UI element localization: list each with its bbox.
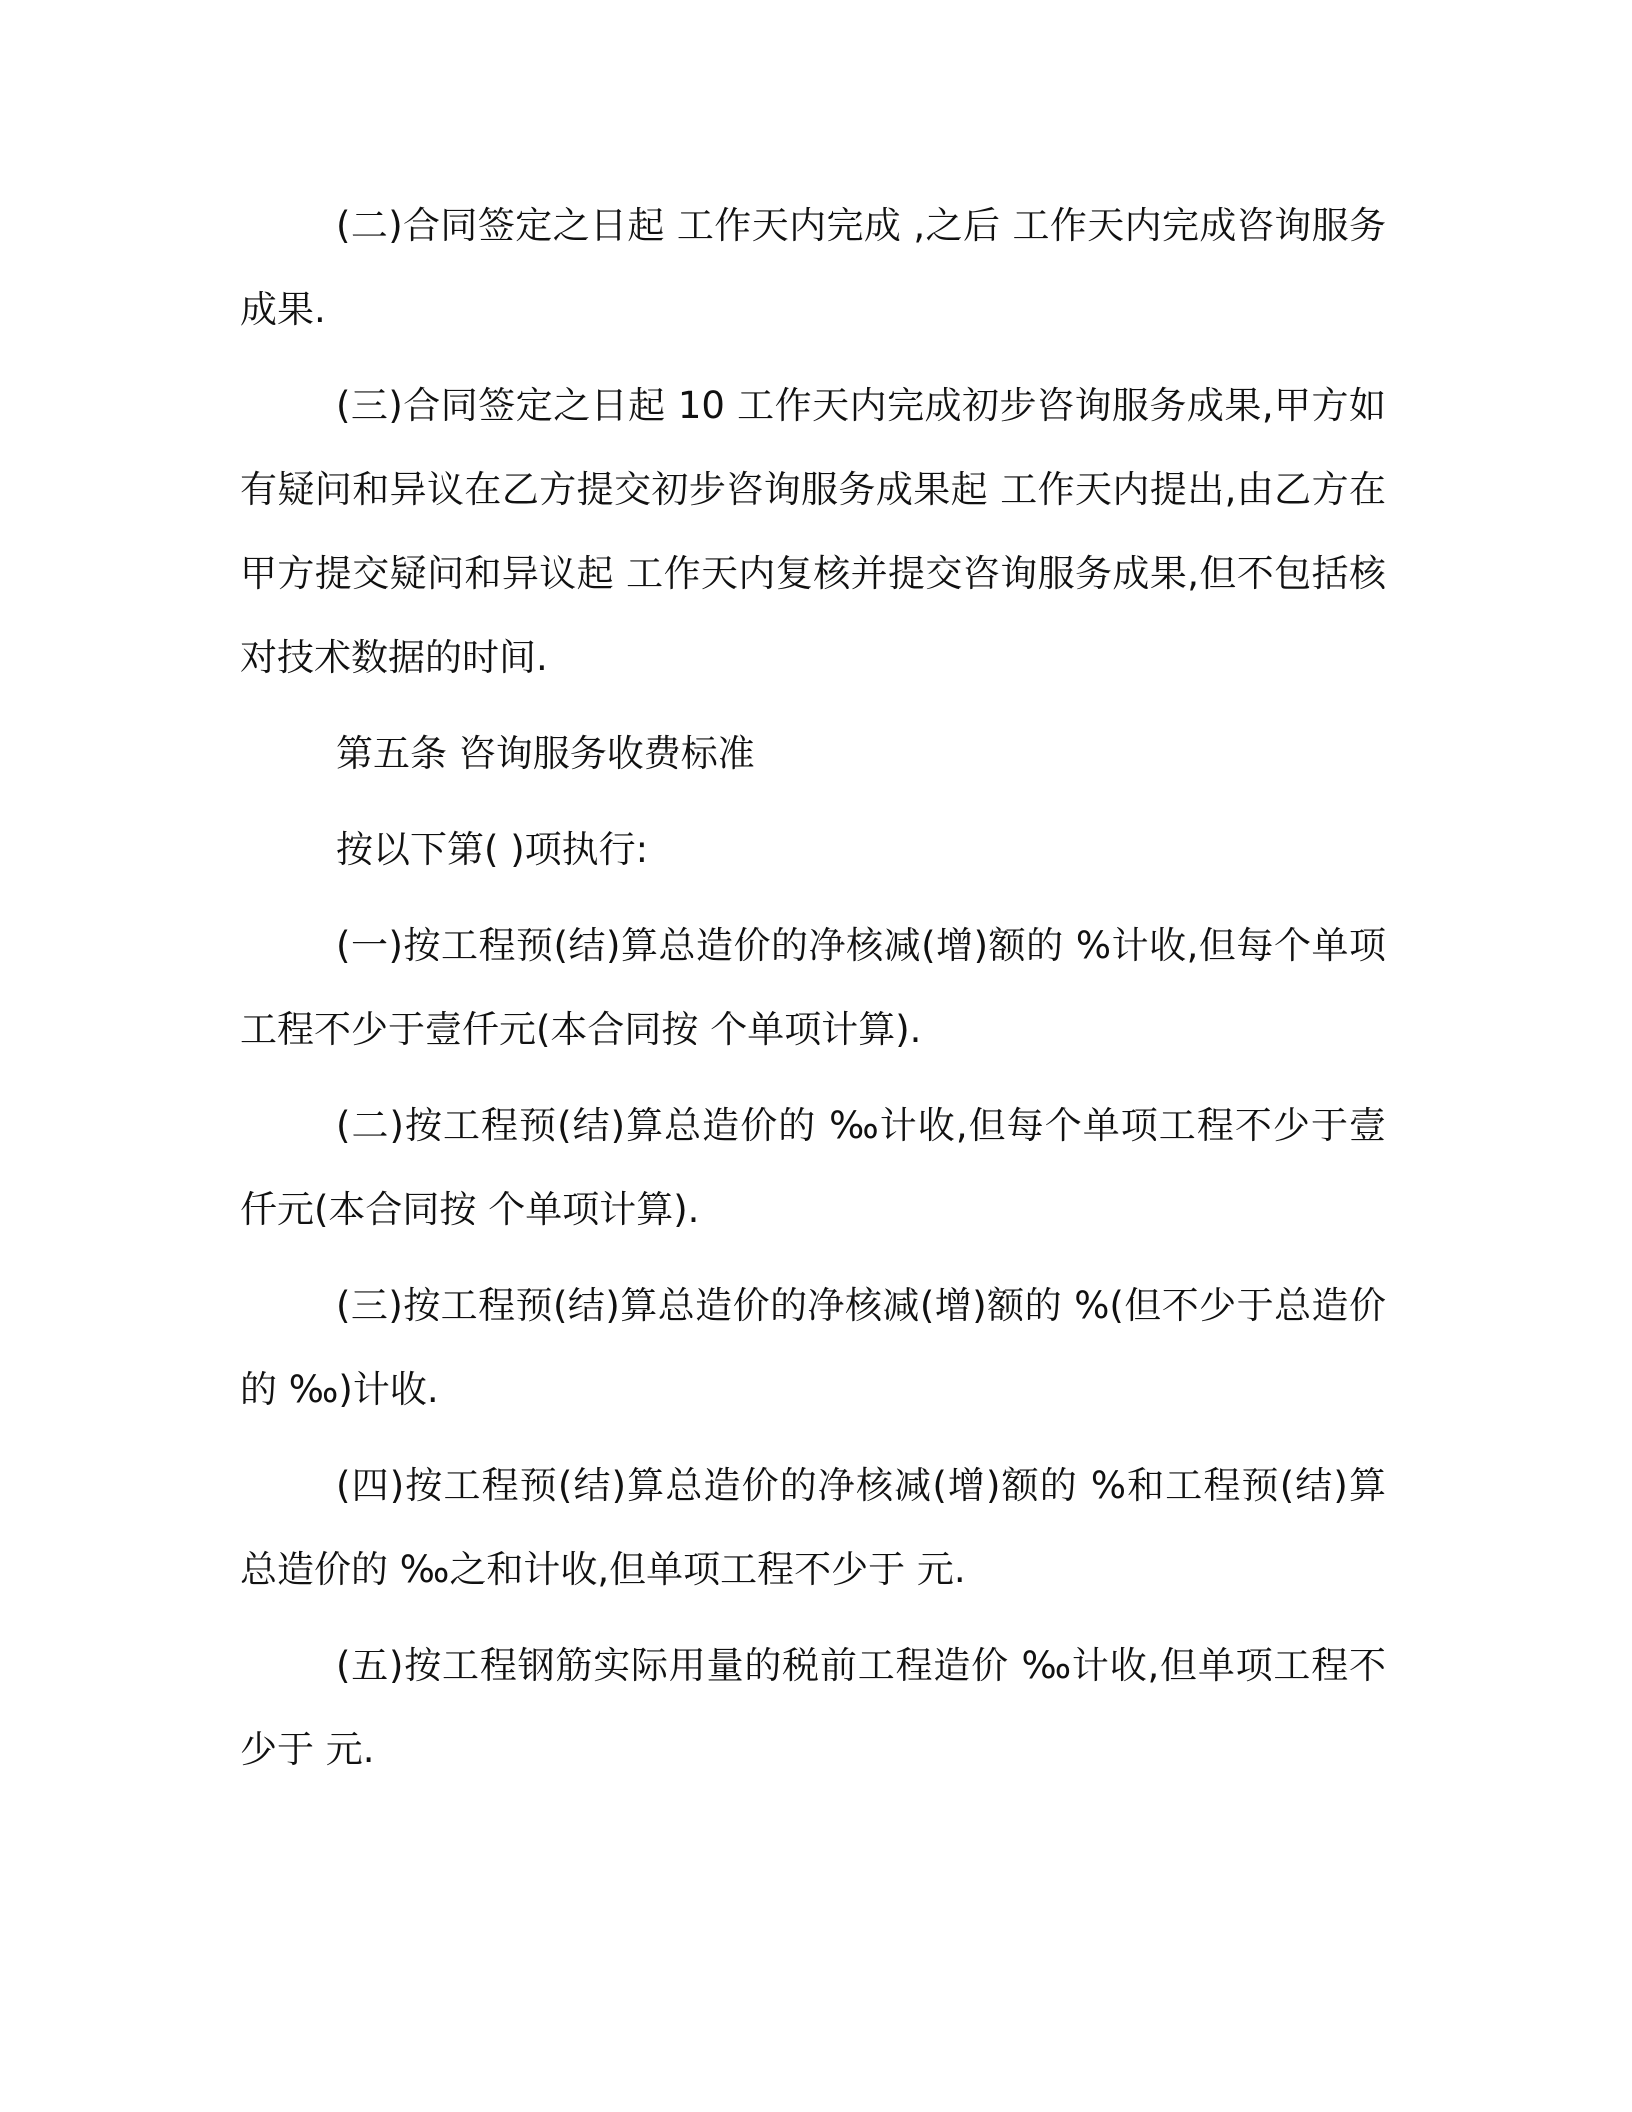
fee-option-4: (四)按工程预(结)算总造价的净核减(增)额的 %和工程预(结)算总造价的 ‰之和计收,但单项工程不少于 元. xyxy=(240,1464,1386,1591)
fee-option-1: (一)按工程预(结)算总造价的净核减(增)额的 %计收,但每个单项工程不少于壹仟元(本合同按 个单项计算). xyxy=(240,924,1386,1051)
fee-option-5: (五)按工程钢筋实际用量的税前工程造价 ‰计收,但单项工程不少于 元. xyxy=(240,1644,1386,1771)
paragraph-completion-period-2: (二)合同签定之日起 工作天内完成 ,之后 工作天内完成咨询服务成果. xyxy=(240,204,1386,331)
paragraph-completion-period-3: (三)合同签定之日起 10 工作天内完成初步咨询服务成果,甲方如有疑问和异议在乙方提交初步咨询服务成果起 工作天内提出,由乙方在甲方提交疑问和异议起 工作天内复核并提交咨询服务成果,但不包括核对技术数据的时间. xyxy=(240,384,1386,679)
article-5-heading: 第五条 咨询服务收费标准 xyxy=(336,732,755,775)
fee-option-2: (二)按工程预(结)算总造价的 ‰计收,但每个单项工程不少于壹仟元(本合同按 个单项计算). xyxy=(240,1104,1386,1231)
document-body xyxy=(240,184,1386,1804)
fee-option-3: (三)按工程预(结)算总造价的净核减(增)额的 %(但不少于总造价的 ‰)计收. xyxy=(240,1284,1386,1411)
execution-clause: 按以下第( )项执行: xyxy=(336,828,649,871)
